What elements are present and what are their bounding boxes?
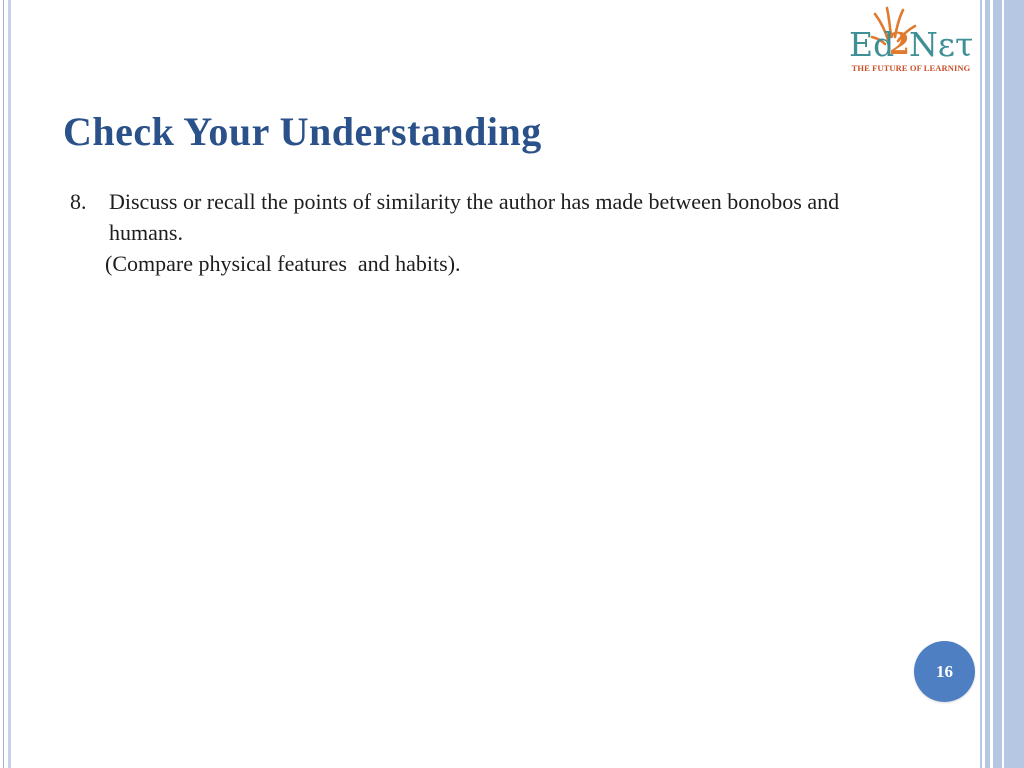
page-number-badge (914, 641, 975, 702)
logo-text-ed: Ed (849, 25, 895, 64)
logo-text-2: 2 (889, 27, 910, 62)
logo-graphic (845, 4, 977, 64)
question-list (70, 186, 890, 279)
right-border-bar (1004, 0, 1024, 768)
question-text: Discuss or recall the points of similarity the author has made between bonobos and humans. (109, 189, 840, 245)
left-border-bar (8, 0, 11, 768)
right-border-bar (993, 0, 1002, 768)
question-number: 8. (70, 189, 87, 214)
question-note: (Compare physical features and habits). (105, 251, 461, 276)
logo-text-net: Nετ (909, 25, 974, 64)
ed2net-logo (845, 4, 977, 74)
question-item (70, 186, 890, 279)
page-number: 16 (936, 661, 953, 681)
logo-tagline: THE FUTURE OF LEARNING (851, 63, 971, 73)
right-border-line (980, 0, 982, 768)
slide-title: Check Your Understanding (63, 109, 542, 154)
left-border-line (3, 0, 4, 768)
right-border-bar (985, 0, 990, 768)
